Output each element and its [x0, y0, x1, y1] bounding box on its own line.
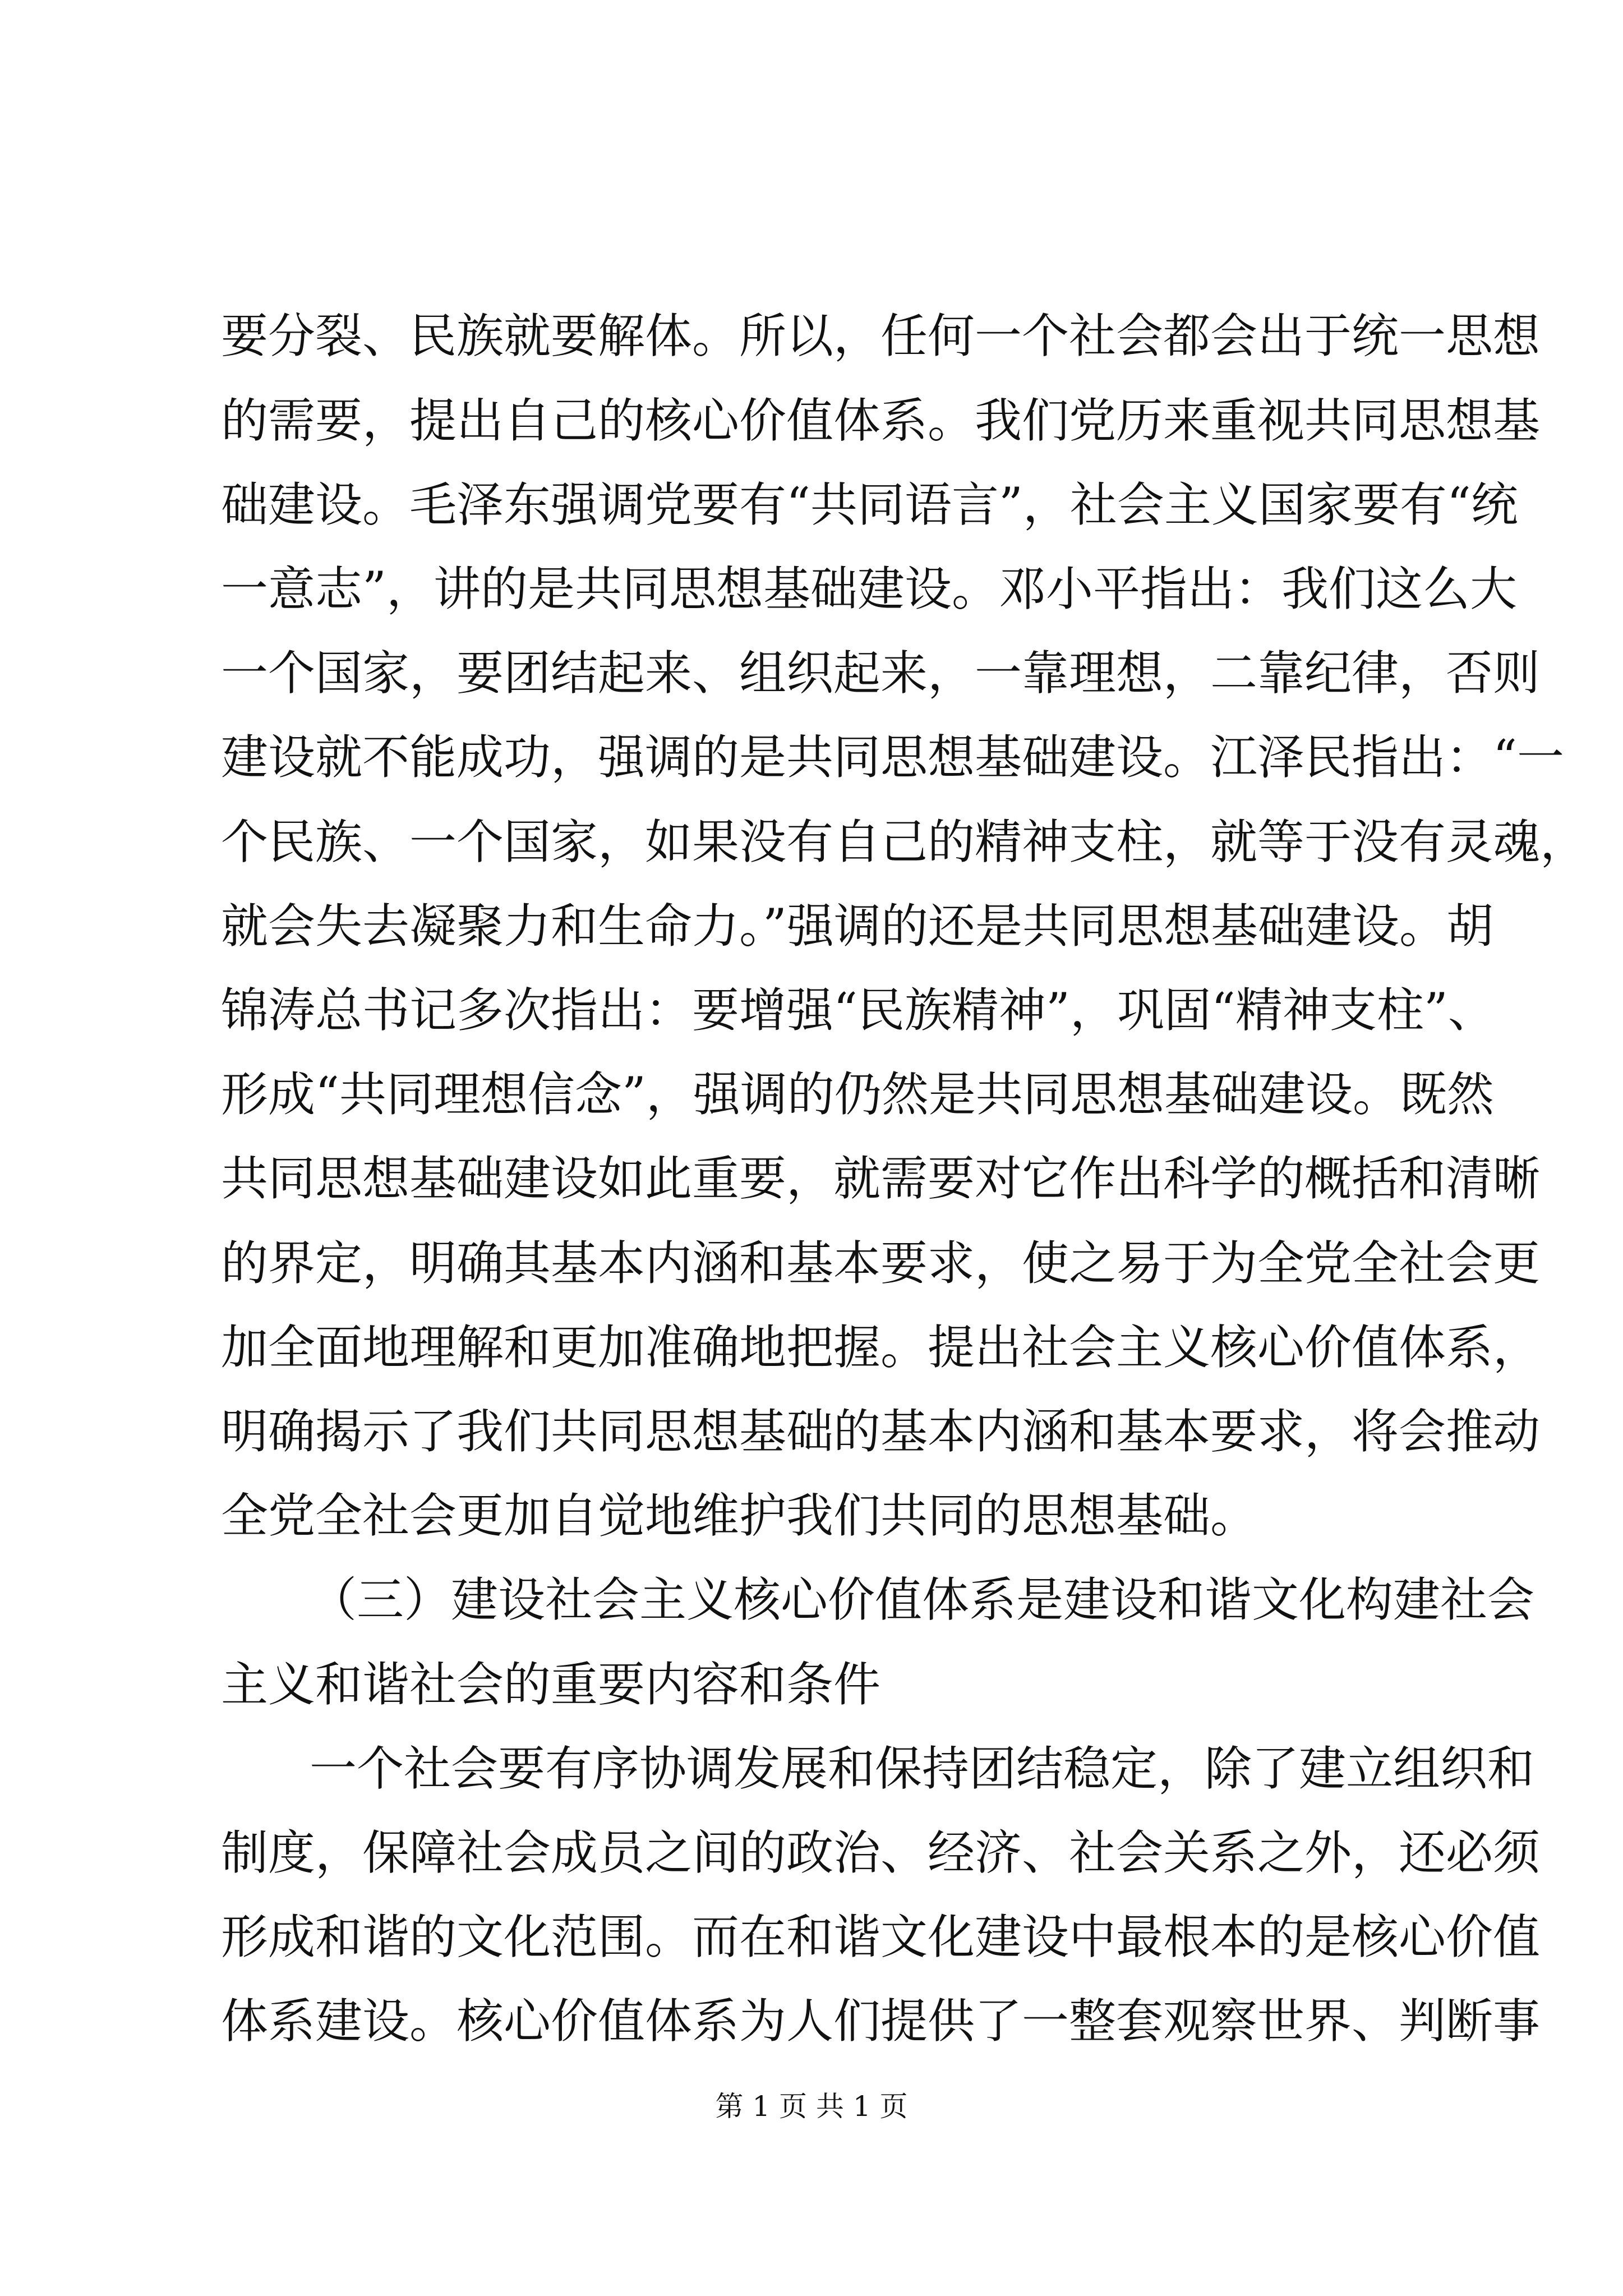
body-text-line: 的界定，明确其基本内涵和基本要求，使之易于为全党全社会更	[221, 1236, 1541, 1291]
body-text-line: 形成“共同理想信念”，强调的仍然是共同思想基础建设。既然	[221, 1067, 1494, 1122]
body-text-line: 要分裂、民族就要解体。所以，任何一个社会都会出于统一思想	[221, 309, 1541, 364]
body-text-line: 一个社会要有序协调发展和保持团结稳定，除了建立组织和	[310, 1741, 1535, 1796]
body-text-line: 形成和谐的文化范围。而在和谐文化建设中最根本的是核心价值	[221, 1910, 1541, 1964]
body-text-line: 全党全社会更加自觉地维护我们共同的思想基础。	[221, 1488, 1258, 1543]
body-text-line: 个民族、一个国家，如果没有自己的精神支柱，就等于没有灵魂，	[221, 815, 1588, 869]
body-text-line: 建设就不能成功，强调的是共同思想基础建设。江泽民指出：“一	[221, 730, 1564, 785]
body-text-line: 锦涛总书记多次指出：要增强“民族精神”，巩固“精神支柱”、	[221, 983, 1495, 1038]
body-text-line: 体系建设。核心价值体系为人们提供了一整套观察世界、判断事	[221, 1994, 1541, 2049]
page-number-footer: 第 1 页 共 1 页	[715, 2090, 908, 2123]
body-text-line: 共同思想基础建设如此重要，就需要对它作出科学的概括和清晰	[221, 1151, 1541, 1206]
body-text-line: 一意志”，讲的是共同思想基础建设。邓小平指出：我们这么大	[221, 562, 1517, 616]
body-text-line: 制度，保障社会成员之间的政治、经济、社会关系之外，还必须	[221, 1825, 1541, 1880]
body-text-line: 础建设。毛泽东强调党要有“共同语言”，社会主义国家要有“统	[221, 477, 1518, 532]
body-text-line: 就会失去凝聚力和生命力。”强调的还是共同思想基础建设。胡	[221, 899, 1493, 954]
section-heading-line: 主义和谐社会的重要内容和条件	[221, 1657, 881, 1712]
body-text-line: 一个国家，要团结起来、组织起来，一靠理想，二靠纪律，否则	[221, 646, 1541, 701]
body-text-line: 加全面地理解和更加准确地把握。提出社会主义核心价值体系，	[221, 1320, 1541, 1375]
body-text-line: 的需要，提出自己的核心价值体系。我们党历来重视共同思想基	[221, 393, 1541, 448]
body-text-line: 明确揭示了我们共同思想基础的基本内涵和基本要求，将会推动	[221, 1404, 1541, 1459]
section-heading-line: （三）建设社会主义核心价值体系是建设和谐文化构建社会	[310, 1572, 1535, 1627]
